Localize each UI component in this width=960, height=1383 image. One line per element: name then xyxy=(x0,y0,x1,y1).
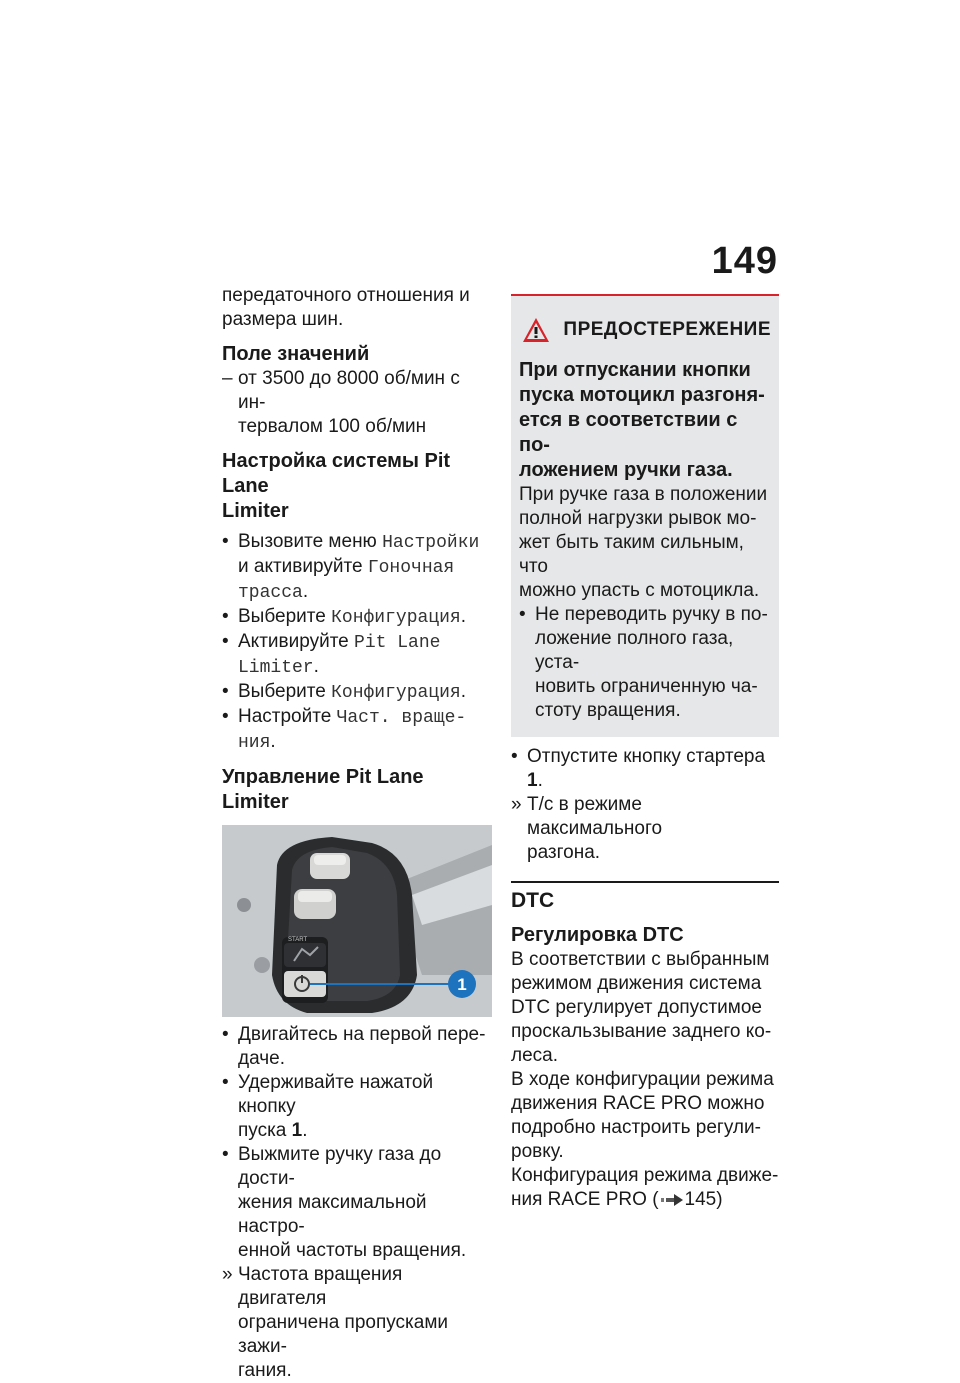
ref-number: 1 xyxy=(527,770,538,791)
step-line: трасса. xyxy=(238,581,309,603)
menu-name: Конфигурация xyxy=(331,683,461,703)
page-reference[interactable]: 145) xyxy=(684,1189,723,1210)
dash-marker: – xyxy=(222,368,233,389)
page-number: 149 xyxy=(711,240,778,282)
dtc-heading: Регулировка DTC xyxy=(511,924,684,946)
dtc-text-line: движения RACE PRO можно xyxy=(511,1093,765,1114)
step-line: Вызовите меню Настройки xyxy=(238,531,480,553)
operation-line: пуска 1. xyxy=(238,1120,308,1141)
bullet-marker: • xyxy=(511,746,518,767)
left-column xyxy=(222,284,492,1383)
arrow-reference-icon xyxy=(661,1194,683,1206)
bullet-marker: • xyxy=(519,604,526,625)
setup-heading: Настройка системы Pit Lane xyxy=(222,450,451,497)
warning-item-line: Не переводить ручку в по- xyxy=(535,604,768,625)
result-marker: » xyxy=(222,1264,233,1285)
range-item-line: от 3500 до 8000 об/мин с ин- xyxy=(238,368,460,413)
operation-item xyxy=(222,1023,492,1071)
right-column xyxy=(511,294,779,1212)
warning-text-line: жет быть таким сильным, что xyxy=(519,532,744,577)
operation-line: Удерживайте нажатой кнопку xyxy=(238,1072,434,1117)
menu-name: ния xyxy=(238,733,271,753)
result-line: гания. xyxy=(238,1360,292,1381)
menu-name: Настройки xyxy=(382,533,480,553)
bullet-marker: • xyxy=(222,531,229,552)
result-line: ограничена пропусками зажи- xyxy=(238,1312,449,1357)
warning-box xyxy=(511,294,779,737)
range-item xyxy=(222,367,492,439)
operation-line: Отпустите кнопку стартера 1. xyxy=(527,746,766,791)
result-line: Т/с в режиме максимального xyxy=(527,794,663,839)
operation-line: даче. xyxy=(238,1048,285,1069)
dtc-text-line: DTC регулирует допустимое xyxy=(511,997,762,1018)
dtc-text-line: В соответствии с выбранным xyxy=(511,949,770,970)
bullet-marker: • xyxy=(222,606,229,627)
step-line: Активируйте Pit Lane xyxy=(238,631,441,653)
control-heading: Управление Pit Lane Limiter xyxy=(222,766,424,813)
intro-line: передаточного отношения и xyxy=(222,285,470,306)
menu-name: Част. враще- xyxy=(336,708,467,728)
warning-triangle-icon xyxy=(521,316,551,344)
step-item xyxy=(222,605,492,630)
step-item xyxy=(222,530,492,605)
warning-item xyxy=(519,603,771,723)
step-item xyxy=(222,705,492,755)
section-title: DTC xyxy=(511,889,555,912)
bullet-marker: • xyxy=(222,681,229,702)
step-line: Настройте Част. враще- xyxy=(238,706,467,728)
bullet-marker: • xyxy=(222,1024,229,1045)
result-item xyxy=(222,1263,492,1383)
dtc-text-line: Конфигурация режима движе- xyxy=(511,1165,779,1186)
warning-bold-line: пуска мотоцикл разгоня- xyxy=(519,384,765,406)
bullet-marker: • xyxy=(222,706,229,727)
operation-item xyxy=(511,745,779,793)
step-line: Limiter. xyxy=(238,656,319,678)
callout-number: 1 xyxy=(457,975,467,994)
warning-item-line: ложение полного газа, уста- xyxy=(535,628,734,673)
warning-header xyxy=(519,316,771,344)
operation-item xyxy=(222,1071,492,1143)
menu-name: Конфигурация xyxy=(331,608,461,628)
warning-bold-line: ется в соответствии с по- xyxy=(519,409,738,456)
start-label: START xyxy=(288,937,308,943)
ref-number: 1 xyxy=(291,1120,303,1141)
range-heading: Поле значений xyxy=(222,343,370,365)
dtc-text-line: подробно настроить регули- xyxy=(511,1117,761,1138)
step-line: и активируйте Гоночная xyxy=(238,556,455,578)
menu-name: Limiter xyxy=(238,658,314,678)
operation-line: Двигайтесь на первой пере- xyxy=(238,1024,486,1045)
result-item xyxy=(511,793,779,865)
bullet-marker: • xyxy=(222,1072,229,1093)
result-line: разгона. xyxy=(527,842,601,863)
menu-name: Pit Lane xyxy=(354,633,441,653)
warning-item-line: стоту вращения. xyxy=(535,700,681,721)
operation-line: Выжмите ручку газа до дости- xyxy=(238,1144,442,1189)
warning-text-line: полной нагрузки рывок мо- xyxy=(519,508,757,529)
mode-name: трасса xyxy=(238,583,303,603)
operation-item xyxy=(222,1143,492,1263)
bullet-marker: • xyxy=(222,631,229,652)
result-line: Частота вращения двигателя xyxy=(238,1264,403,1309)
mode-name: Гоночная xyxy=(367,558,455,578)
dtc-text-line: леса. xyxy=(511,1045,558,1066)
warning-item-line: новить ограниченную ча- xyxy=(535,676,758,697)
warning-text-line: При ручке газа в положении xyxy=(519,484,768,505)
setup-heading: Limiter xyxy=(222,500,289,522)
step-item xyxy=(222,630,492,680)
dtc-text-line: проскальзывание заднего ко- xyxy=(511,1021,772,1042)
warning-title: ПРЕДОСТЕРЕЖЕНИЕ xyxy=(563,319,771,340)
warning-body xyxy=(519,358,771,723)
warning-bold-line: При отпускании кнопки xyxy=(519,359,751,381)
operation-line: жения максимальной настро- xyxy=(238,1192,427,1237)
warning-bold-line: ложением ручки газа. xyxy=(519,459,733,481)
dtc-text-line: режимом движения система xyxy=(511,973,762,994)
step-line: Выберите Конфигурация. xyxy=(238,681,466,703)
dtc-text-line: ровку. xyxy=(511,1141,564,1162)
bullet-marker: • xyxy=(222,1144,229,1165)
step-item xyxy=(222,680,492,705)
handlebar-switch-photo xyxy=(222,825,492,1017)
section-rule xyxy=(511,881,779,883)
operation-line: енной частоты вращения. xyxy=(238,1240,467,1261)
range-item-line: тервалом 100 об/мин xyxy=(238,416,427,437)
warning-text-line: можно упасть с мотоцикла. xyxy=(519,580,760,601)
result-marker: » xyxy=(511,794,522,815)
intro-line: размера шин. xyxy=(222,309,344,330)
dtc-text-line: ния RACE PRO ( 145) xyxy=(511,1189,723,1210)
dtc-text-line: В ходе конфигурации режима xyxy=(511,1069,774,1090)
step-line: ния. xyxy=(238,731,276,753)
step-line: Выберите Конфигурация. xyxy=(238,606,466,628)
